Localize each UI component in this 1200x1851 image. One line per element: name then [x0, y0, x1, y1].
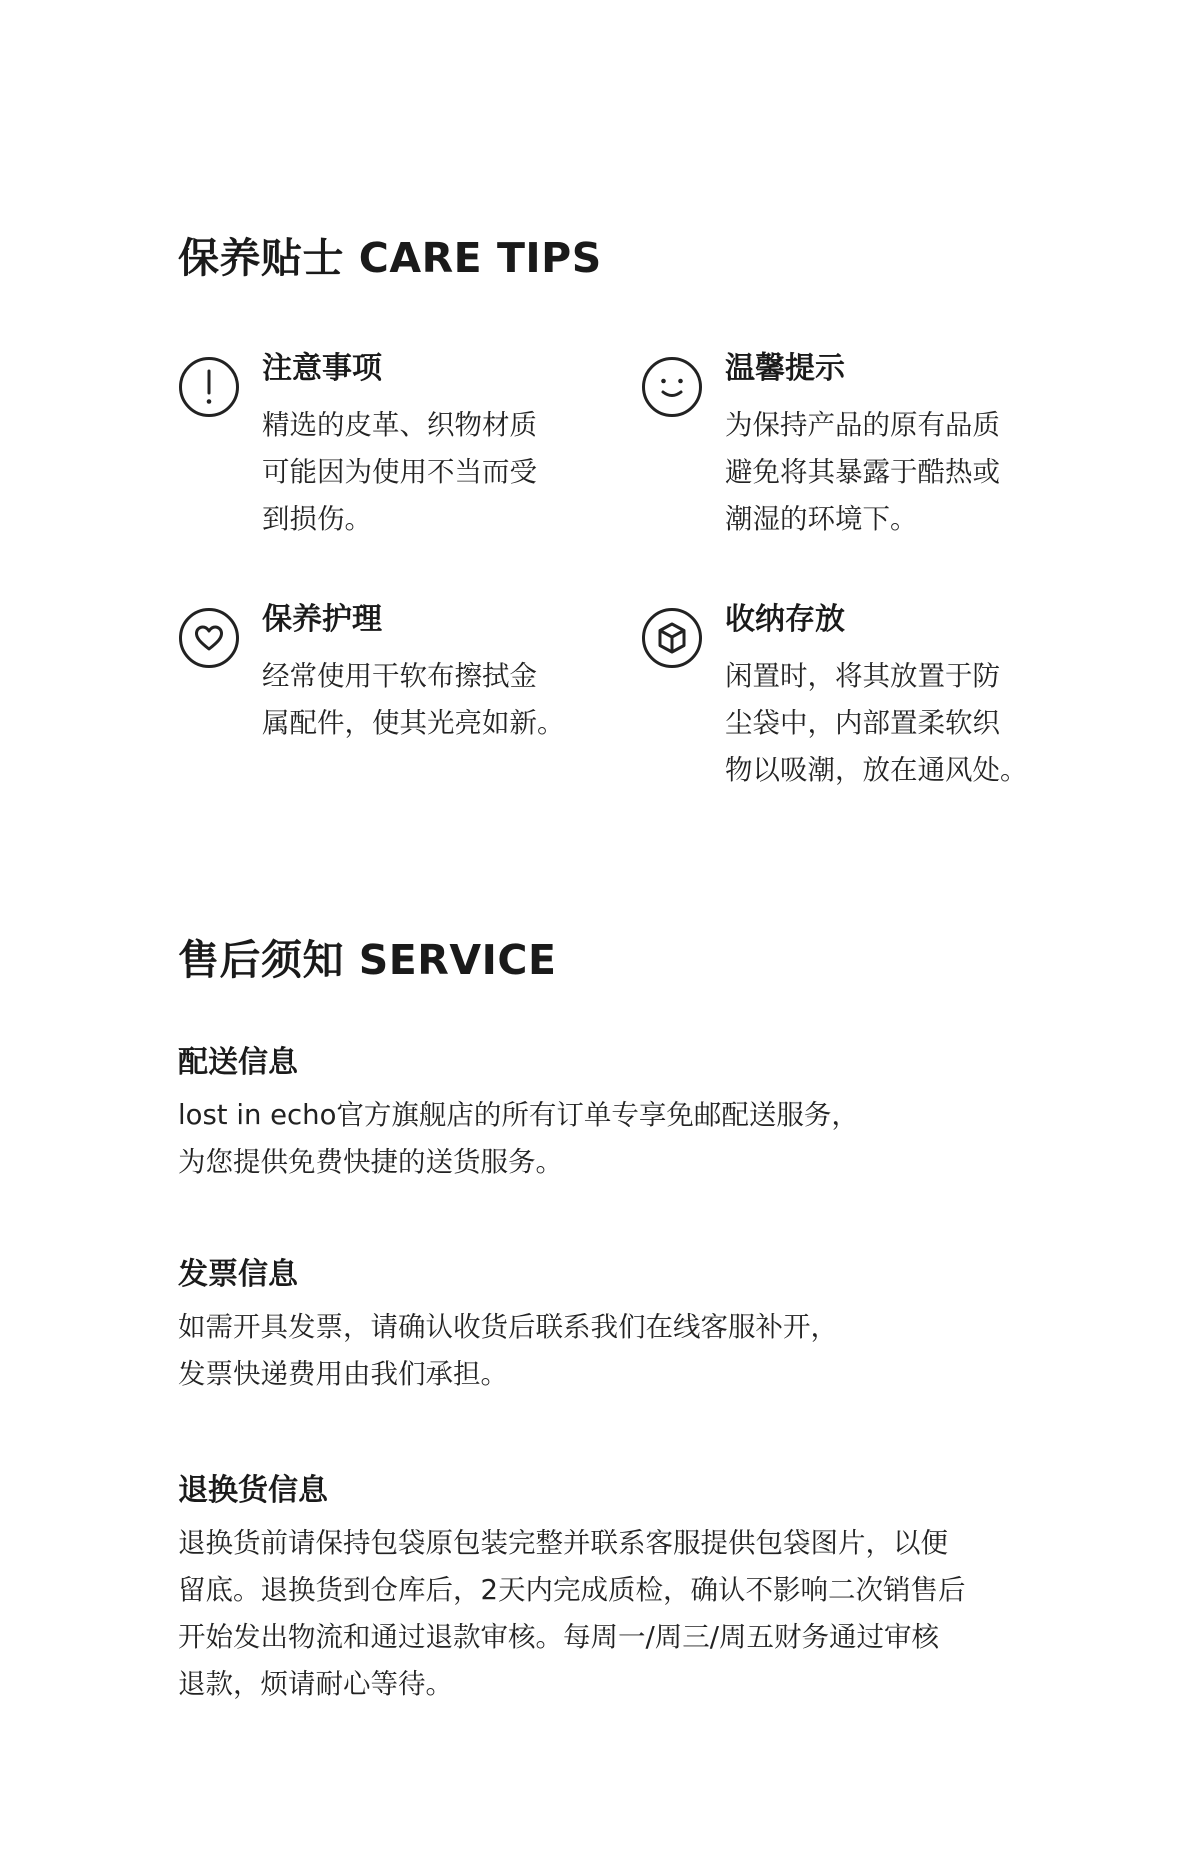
- tip-line: 避免将其暴露于酷热或: [725, 456, 1000, 488]
- service-line: lost in echo官方旗舰店的所有订单专享免邮配送服务，: [178, 1099, 859, 1131]
- tip-line: 物以吸潮，放在通风处。: [725, 754, 1028, 786]
- tip-text: [725, 402, 1000, 543]
- tip-line: 精选的皮革、织物材质: [262, 409, 537, 441]
- service-text: [178, 1520, 1038, 1708]
- tip-line: 到损伤。: [262, 503, 372, 535]
- service-line: 留底。退换货到仓库后，2天内完成质检，确认不影响二次销售后: [178, 1574, 966, 1606]
- tip-line: 为保持产品的原有品质: [725, 409, 1000, 441]
- tip-heading: 保养护理: [262, 602, 382, 637]
- smile-face-icon: [641, 356, 703, 418]
- heart-circle-icon: [178, 607, 240, 669]
- tip-text: [262, 402, 537, 543]
- service-text: [178, 1304, 1038, 1398]
- tip-line: 经常使用干软布擦拭金: [262, 660, 537, 692]
- tip-reminder: [641, 351, 1071, 576]
- service-invoice: [178, 1257, 1038, 1398]
- service-line: 如需开具发票，请确认收货后联系我们在线客服补开，: [178, 1311, 838, 1343]
- tip-line: 属配件，使其光亮如新。: [262, 707, 565, 739]
- tip-care: [178, 602, 608, 827]
- exclamation-circle-icon: [178, 356, 240, 418]
- tip-line: 闲置时，将其放置于防: [725, 660, 1000, 692]
- tip-line: 尘袋中，内部置柔软织: [725, 707, 1000, 739]
- tip-storage: [641, 602, 1071, 827]
- service-line: 退换货前请保持包袋原包装完整并联系客服提供包袋图片，以便: [178, 1527, 948, 1559]
- tip-text: [262, 653, 565, 747]
- tip-heading: 注意事项: [262, 351, 382, 386]
- tip-text: [725, 653, 1028, 794]
- service-title: 售后须知 SERVICE: [178, 936, 557, 984]
- tip-notice: [178, 351, 608, 576]
- service-text: [178, 1092, 1038, 1186]
- service-line: 开始发出物流和通过退款审核。每周一/周三/周五财务通过审核: [178, 1621, 940, 1653]
- service-delivery: [178, 1045, 1038, 1186]
- care-tips-title: 保养贴士 CARE TIPS: [178, 234, 602, 282]
- service-heading: 发票信息: [178, 1257, 298, 1292]
- service-line: 发票快递费用由我们承担。: [178, 1358, 508, 1390]
- service-line: 退款，烦请耐心等待。: [178, 1668, 453, 1700]
- tip-heading: 收纳存放: [725, 602, 845, 637]
- tip-heading: 温馨提示: [725, 351, 845, 386]
- tip-line: 潮湿的环境下。: [725, 503, 918, 535]
- service-heading: 退换货信息: [178, 1473, 328, 1508]
- service-heading: 配送信息: [178, 1045, 298, 1080]
- tip-line: 可能因为使用不当而受: [262, 456, 537, 488]
- service-return: [178, 1473, 1038, 1708]
- service-line: 为您提供免费快捷的送货服务。: [178, 1146, 563, 1178]
- box-circle-icon: [641, 607, 703, 669]
